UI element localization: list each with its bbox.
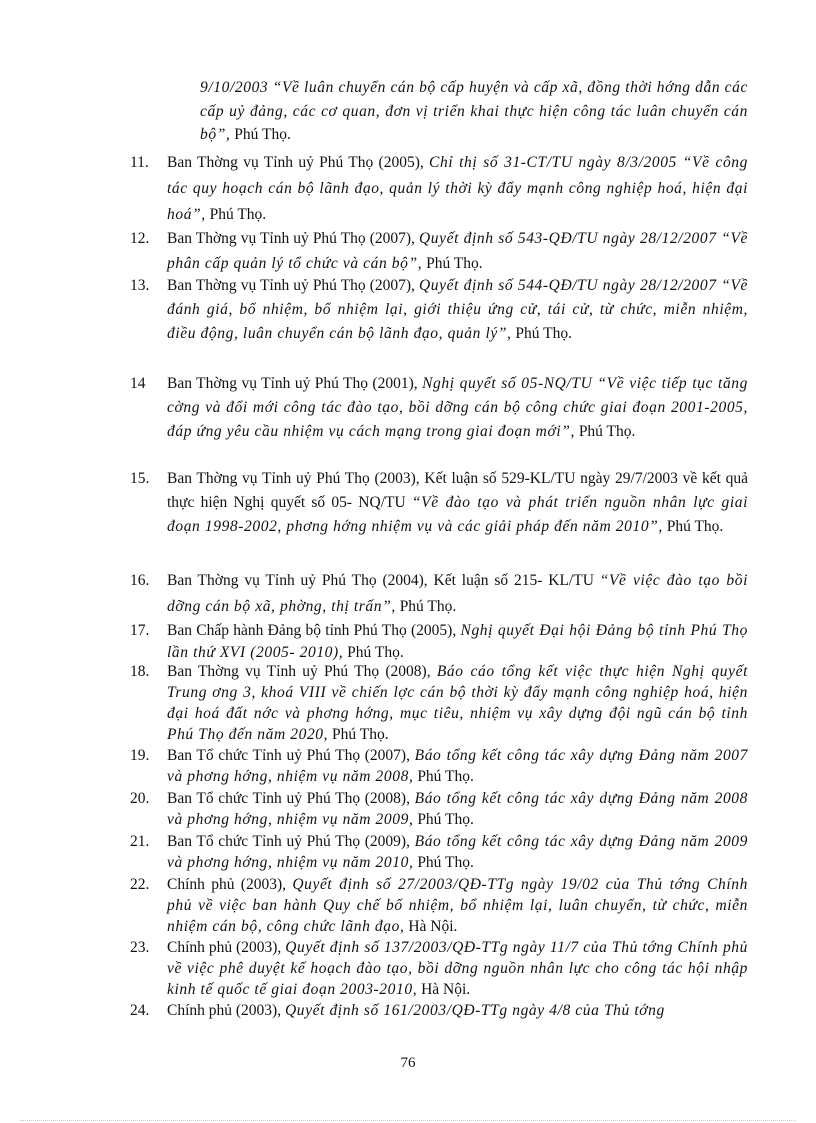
reference-item [130,274,748,346]
reference-title: Báo cáo tổng kết việc thực hiện Nghị quyết Trung ơng 3, khoá VIII về chiến lợc cán bộ thời kỳ đẩy mạnh công nghiệp hoá, hiện đại hoá đất nớc và phơng hớng, mục tiêu, nhiệm vụ xây dựng đội ngũ cán bộ tỉnh Phú Thọ đến năm 2020, [167,663,749,743]
reference-title: Quyết định số 137/2003/QĐ-TTg ngày 11/7 của Thủ tớng Chính phủ về việc phê duyệt kế hoạch đào tạo, bồi dỡng nguồn nhân lực cho công tác hội nhập kinh tế quốc tế giai đoạn 2003-2010, [167,939,749,998]
reference-title: Nghị quyết số 05-NQ/TU “Về việc tiếp tục tăng cờng và đổi mới công tác đào tạo, bồi dỡng cán bộ công chức giai đoạn 2001-2005, đáp ứng yêu cầu nhiệm vụ cách mạng trong giai đoạn mới”, [167,375,748,440]
reference-number: 21. [130,833,150,850]
reference-place: Phú Thọ. [399,598,457,615]
reference-title: Báo tổng kết công tác xây dựng Đảng năm 2008 và phơng hớng, nhiệm vụ năm 2009, [167,790,749,828]
reference-place: Phú Thọ. [347,644,404,661]
reference-title: Báo tổng kết công tác xây dựng Đảng năm 2009 và phơng hớng, nhiệm vụ năm 2010, [167,833,749,871]
reference-author: Chính phủ (2003), [167,939,282,956]
reference-item [130,874,748,937]
reference-place: Hà Nội. [408,918,458,935]
reference-author: Ban Thờng vụ Tỉnh uỷ Phú Thọ (2007), [167,230,415,247]
reference-place: Phú Thọ. [417,811,474,828]
reference-author: Ban Thờng vụ Tỉnh uỷ Phú Thọ (2008), [167,663,431,680]
reference-place: Phú Thọ. [578,423,636,440]
reference-place: Phú Thọ. [417,854,474,871]
reference-number: 16. [130,572,150,589]
reference-number: 15. [130,470,150,487]
reference-number: 12. [130,230,150,247]
reference-number: 14 [130,375,146,392]
reference-author: Ban Thờng vụ Tỉnh uỷ Phú Thọ (2004), Kết luận số 215- KL/TU [167,572,594,589]
reference-place: Phú Thọ. [666,518,724,535]
reference-continuation [200,76,748,147]
page-number: 76 [400,1055,416,1071]
reference-place: Phú Thọ. [332,726,389,743]
reference-number: 18. [130,663,150,680]
reference-title: Nghị quyết Đại hội Đảng bộ tỉnh Phú Thọ lần thứ XVI (2005- 2010), [167,622,749,661]
reference-number: 19. [130,747,150,764]
reference-title: Quyết định số 161/2003/QĐ-TTg ngày 4/8 của Thủ tớng [284,1002,665,1019]
reference-item [130,568,748,620]
reference-place: Phú Thọ. [209,206,267,223]
reference-item [130,788,748,830]
reference-number: 23. [130,939,150,956]
reference-item [130,831,748,873]
reference-author: Chính phủ (2003), [167,1002,282,1019]
reference-title: Quyết định số 544-QĐ/TU ngày 28/12/2007 “Về đánh giá, bổ nhiệm, bổ nhiệm lại, giới thiệu ứng cử, tái cử, từ chức, miễn nhiệm, điều động, luân chuyển cán bộ lãnh đạo, quản lý”, [167,277,749,342]
reference-item [130,150,748,228]
reference-title: Chỉ thị số 31-CT/TU ngày 8/3/2005 “Về công tác quy hoạch cán bộ lãnh đạo, quản lý thời kỳ đẩy mạnh công nghiệp hoá, hiện đại hoá”, [167,154,748,223]
continuation-place: Phú Thọ. [234,126,291,143]
reference-title: Báo tổng kết công tác xây dựng Đảng năm 2007 và phơng hớng, nhiệm vụ năm 2008, [167,747,749,785]
reference-title: Quyết định số 543-QĐ/TU ngày 28/12/2007 “Về phân cấp quản lý tổ chức và cán bộ”, [167,230,749,272]
reference-item [130,661,748,745]
reference-author: Ban Thờng vụ Tỉnh uỷ Phú Thọ (2007), [167,277,415,294]
reference-item [130,226,748,276]
reference-author: Ban Tổ chức Tỉnh uỷ Phú Thọ (2009), [167,833,410,850]
reference-author: Ban Thờng vụ Tỉnh uỷ Phú Thọ (2001), [167,375,418,392]
reference-number: 22. [130,876,150,893]
reference-item [130,620,748,664]
reference-item [130,745,748,787]
reference-place: Phú Thọ. [417,768,474,785]
reference-author: Ban Chấp hành Đảng bộ tỉnh Phú Thọ (2005), [167,622,457,639]
reference-number: 11. [130,154,149,171]
reference-place: Hà Nội. [421,981,471,998]
reference-author: Ban Tổ chức Tỉnh uỷ Phú Thọ (2008), [167,790,410,807]
reference-title: “Về đào tạo và phát triển nguồn nhân lực giai đoạn 1998-2002, phơng hớng nhiệm vụ và các giải pháp đến năm 2010”, [167,494,748,535]
reference-author: Ban Thờng vụ Tỉnh uỷ Phú Thọ (2005), [167,154,424,171]
reference-author: Ban Tổ chức Tỉnh uỷ Phú Thọ (2007), [167,747,410,764]
reference-item [130,467,748,539]
reference-number: 13. [130,277,150,294]
reference-item [130,1000,748,1021]
continuation-italic: 9/10/2003 “Về luân chuyển cán bộ cấp huyện và cấp xã, đồng thời hớng dẫn các cấp uỷ đảng, các cơ quan, đơn vị triển khai thực hiện công tác luân chuyển cán bộ”, [200,79,748,143]
reference-place: Phú Thọ. [515,325,572,342]
reference-title: “Về việc đào tạo bồi dỡng cán bộ xã, phờng, thị trấn”, [167,572,749,615]
reference-place: Phú Thọ. [426,255,483,272]
reference-number: 24. [130,1002,150,1019]
reference-item [130,372,748,444]
reference-author: Ban Thờng vụ Tỉnh uỷ Phú Thọ (2003), Kết luận số 529-KL/TU ngày 29/7/2003 về kết quả thực hiện Nghị quyết số 05- NQ/TU [167,470,748,511]
reference-title: Quyết định số 27/2003/QĐ-TTg ngày 19/02 của Thủ tớng Chính phủ về việc ban hành Quy chế bổ nhiệm, bổ nhiệm lại, luân chuyển, từ chức, miễn nhiệm cán bộ, công chức lãnh đạo, [167,876,748,935]
page-bottom-border [20,1120,796,1121]
reference-number: 20. [130,790,150,807]
reference-number: 17. [130,622,150,639]
reference-item [130,937,748,1000]
reference-author: Chính phủ (2003), [167,876,286,893]
